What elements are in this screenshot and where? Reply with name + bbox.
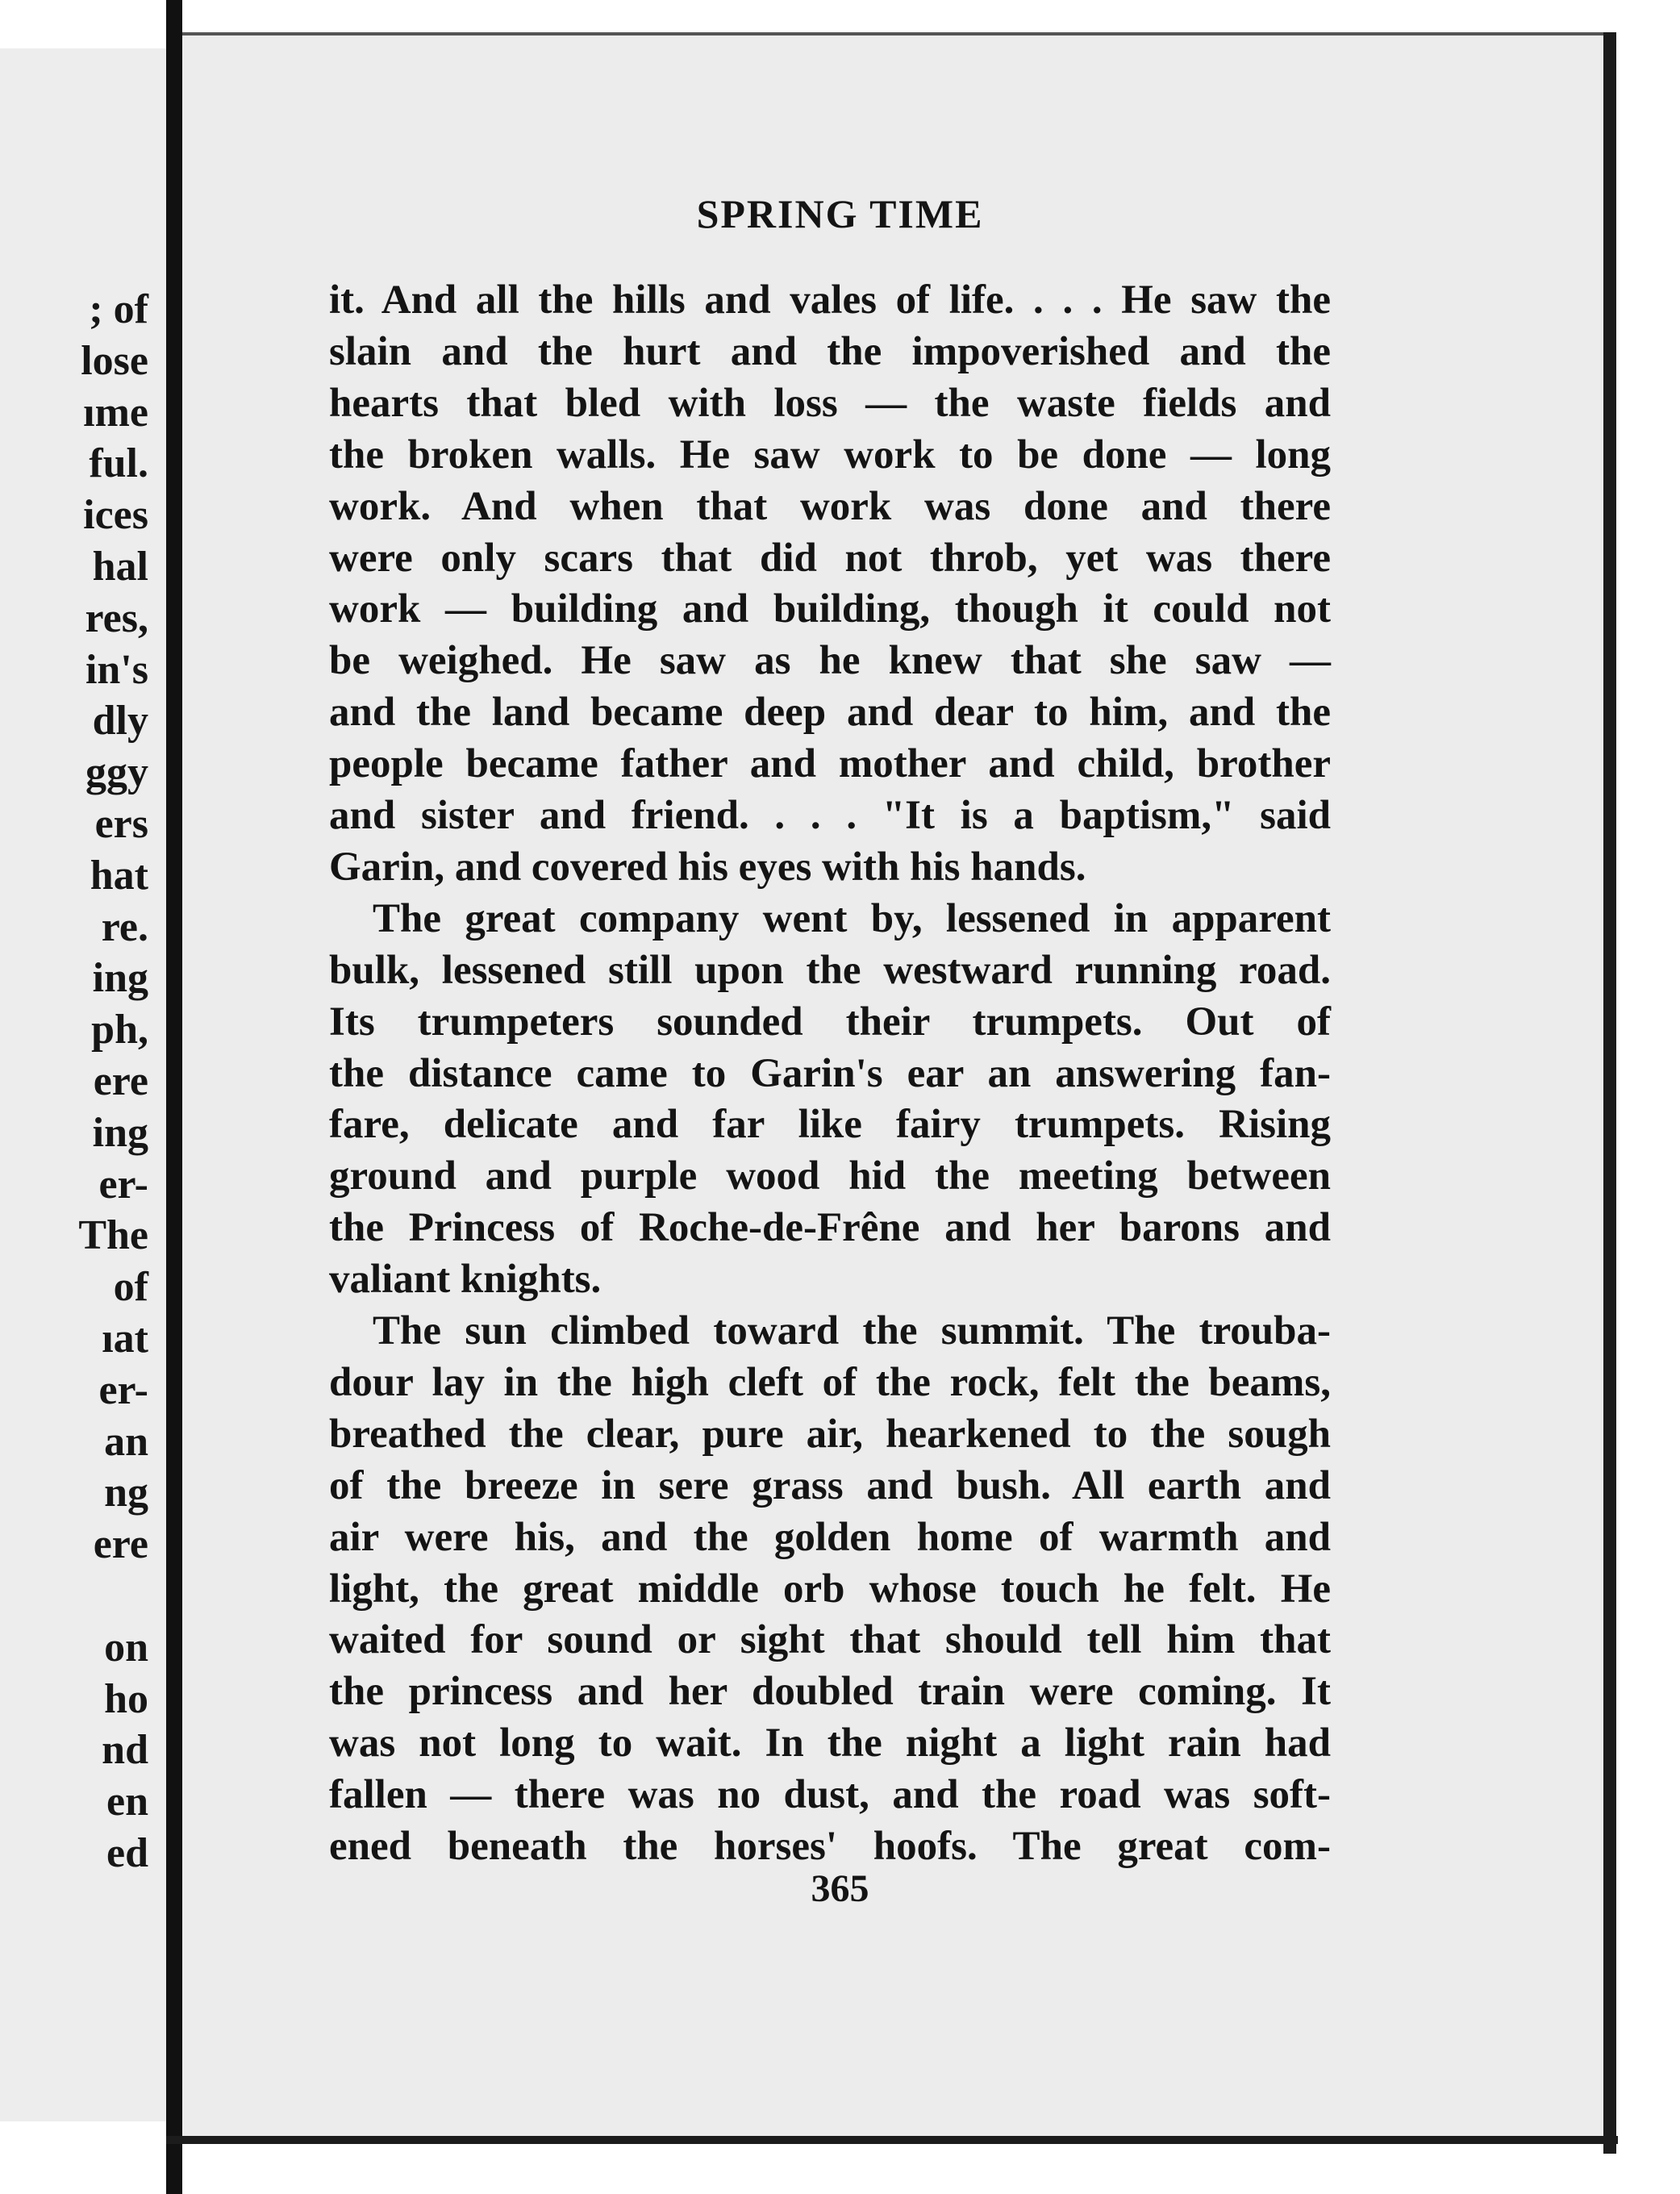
text-line: of the breeze in sere grass and bush. All earth and [329,1463,1331,1508]
page-number: 365 [811,1867,869,1910]
facing-page-fragment: en [106,1779,148,1825]
facing-page-fragment: ; of [89,286,148,332]
facing-page-fragment: in's [85,647,148,693]
text-line: and sister and friend. . . . "It is a baptism," said [329,793,1331,838]
text-line: hearts that bled with loss — the waste fields and [329,381,1331,426]
facing-page-fragment: of [113,1264,148,1310]
facing-page-fragment: ere [93,1521,148,1567]
facing-page-fragment: hal [92,544,148,590]
text-line: the distance came to Garin's ear an answering fan- [329,1051,1331,1096]
text-line: The great company went by, lessened in apparent [373,896,1331,941]
text-line: bulk, lessened still upon the westward running road. [329,948,1331,993]
text-line: was not long to wait. In the night a light rain had [329,1721,1331,1766]
text-line: valiant knights. [329,1257,602,1302]
facing-page-fragment: ful. [89,440,148,486]
facing-page-fragment: ed [106,1830,148,1876]
facing-page-fragment: ere [93,1058,148,1104]
facing-page-fragment: an [104,1419,148,1465]
text-line: work. And when that work was done and there [329,484,1331,529]
text-line: breathed the clear, pure air, hearkened to the sough [329,1412,1331,1457]
text-line: waited for sound or sight that should tell him that [329,1617,1331,1662]
text-line: dour lay in the high cleft of the rock, felt the beams, [329,1360,1331,1405]
text-line: air were his, and the golden home of warmth and [329,1515,1331,1560]
text-line: the Princess of Roche-de-Frêne and her barons and [329,1205,1331,1250]
text-line: fare, delicate and far like fairy trumpets. Rising [329,1102,1331,1147]
facing-page-fragment: nd [102,1727,148,1773]
facing-page-fragment: ıat [102,1316,148,1362]
facing-page-fragment: ho [104,1676,148,1722]
text-line: The sun climbed toward the summit. The trouba- [373,1308,1331,1354]
text-line: the broken walls. He saw work to be done — long [329,432,1331,478]
text-line: be weighed. He saw as he knew that she saw — [329,638,1331,683]
binding-gutter [166,0,182,2194]
facing-page-fragment: ers [94,801,148,847]
text-line: slain and the hurt and the impoverished and the [329,329,1331,374]
text-line: fallen — there was no dust, and the road was soft- [329,1772,1331,1817]
text-line: work — building and building, though it could not [329,586,1331,632]
text-line: light, the great middle orb whose touch he felt. He [329,1566,1331,1612]
text-line: people became father and mother and child, brother [329,741,1331,786]
page-edge-bottom [166,2136,1618,2144]
page-edge-right [1603,32,1616,2154]
facing-page-fragment: er- [98,1367,148,1413]
facing-page-fragment: er- [98,1162,148,1208]
facing-page-fragment: ng [104,1470,148,1516]
facing-page-fragment: on [104,1625,148,1671]
text-line: ground and purple wood hid the meeting between [329,1153,1331,1199]
running-header: SPRING TIME [696,191,984,236]
text-line: it. And all the hills and vales of life. . . . He saw the [329,277,1331,323]
facing-page-fragment: res, [85,595,148,641]
facing-page-fragment: hat [90,853,148,899]
text-line: Its trumpeters sounded their trumpets. Out of [329,999,1331,1045]
facing-page-fragment: lose [81,338,148,384]
facing-page-fragment: ing [92,1110,148,1156]
facing-page-fragment: ıme [83,390,148,436]
facing-page-fragment: ices [83,492,148,538]
facing-page-fragment: The [78,1212,148,1258]
facing-page-fragment: ggy [85,749,148,795]
text-line: Garin, and covered his eyes with his hands. [329,845,1086,890]
text-line: and the land became deep and dear to him, and the [329,690,1331,735]
text-line: ened beneath the horses' hoofs. The great com- [329,1824,1331,1869]
facing-page-fragment: re. [101,904,148,950]
facing-page-fragment: ing [92,955,148,1001]
facing-page-fragment: dly [92,698,148,744]
facing-page-left [0,48,168,2121]
text-line: were only scars that did not throb, yet was there [329,536,1331,581]
text-line: the princess and her doubled train were coming. It [329,1669,1331,1714]
facing-page-fragment: ph, [91,1007,148,1053]
